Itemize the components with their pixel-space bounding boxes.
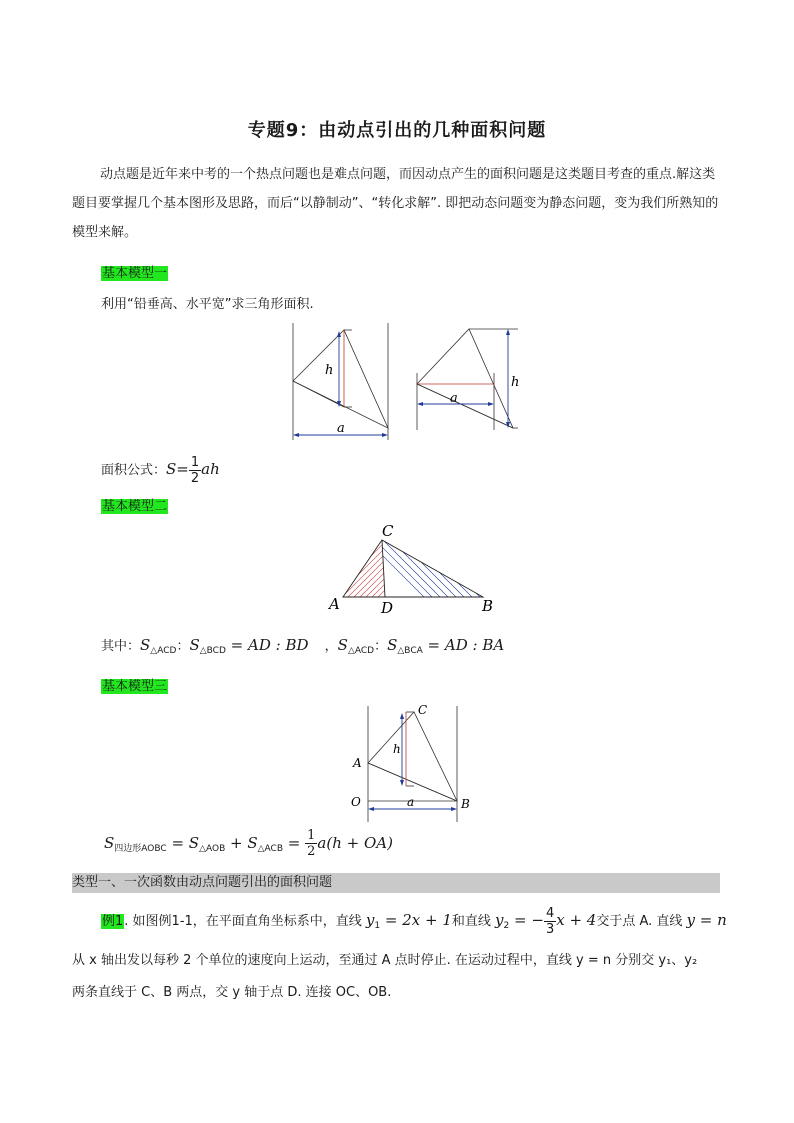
example1-line3: 两条直线于 C、B 两点，交 y 轴于点 D. 连接 OC、OB.: [72, 985, 392, 1000]
model3-tag-label: 基本模型三: [102, 679, 168, 694]
model1-figure-right: [417, 329, 519, 430]
m3-point-A: A: [353, 756, 362, 770]
fraction-half-m3: $\frac{1}{2}$: [307, 828, 316, 859]
model3-figure: [348, 702, 478, 824]
m3-h-label: h: [393, 742, 401, 756]
page-title: 专题9：由动点引出的几种面积问题: [247, 120, 547, 141]
m3-point-B: B: [461, 797, 470, 811]
fraction-half: $\frac{1}{2}$: [190, 455, 200, 486]
example1-line1: 例1. 如图例1-1，在平面直角坐标系中，直线 $y_1 = 2x + 1$和直线 $y_2$ = − $\frac{4}{3}$ x + 4交于点 A. 直线 y = n: [102, 906, 727, 937]
model2-tag: [101, 495, 168, 514]
model1-figure-left: [293, 323, 388, 440]
point-A: A: [329, 595, 340, 613]
model1-formula: 面积公式：S= $\frac{1}{2}$ ah: [101, 455, 220, 486]
example1-line2: 从 x 轴出发以每秒 2 个单位的速度向上运动，至通过 A 点时停止. 在运动过程中，直线 y = n 分别交 y₁、y₂: [72, 953, 698, 968]
example1-tag: 例1: [102, 914, 124, 929]
model1-a-label-left: a: [337, 421, 345, 436]
intro-paragraph: 动点题是近年来中考的一个热点问题也是难点问题，而因动点产生的面积问题是这类题目考查的重点.解这类题目要掌握几个基本图形及思路，而后“以静制动”、“转化求解”. 即把动态问题变为静态问题，变为我们所熟知的模型来解。: [72, 167, 719, 240]
model2-figure: [325, 522, 500, 618]
model1-a-label-right: a: [450, 391, 458, 406]
m3-point-C: C: [418, 703, 428, 717]
m3-point-O: O: [351, 795, 361, 809]
model1-tag: [101, 262, 168, 281]
m3-a-label: a: [407, 795, 415, 809]
section-heading: 类型一、一次函数由动点问题引出的面积问题: [72, 873, 720, 893]
model1-description: 利用“铅垂高、水平宽”求三角形面积.: [101, 297, 314, 312]
model1-h-label-right: h: [511, 375, 520, 390]
model3-formula: $S_{四边形AOBC} = S_{\triangle AOB} + S_{\triangle ACB}$ = $\frac{1}{2}$ a(h + OA): [104, 828, 393, 859]
model3-tag: [101, 675, 168, 694]
model2-tag-label: 基本模型二: [102, 499, 168, 514]
model1-figures: [286, 318, 520, 443]
point-C: C: [382, 522, 394, 540]
model1-h-label-left: h: [325, 363, 334, 378]
fraction-four-thirds: $\frac{4}{3}$: [545, 906, 555, 937]
point-D: D: [381, 599, 394, 617]
point-B: B: [482, 597, 494, 615]
model2-ratio-line: 其中：$S_{\triangle ACD}$：$S_{\triangle BCD}$ = AD : BD ，$S_{\triangle ACD}$：$S_{\triangle BCA}$ = AD : BA: [101, 636, 505, 656]
model1-tag-label: 基本模型一: [102, 266, 168, 281]
